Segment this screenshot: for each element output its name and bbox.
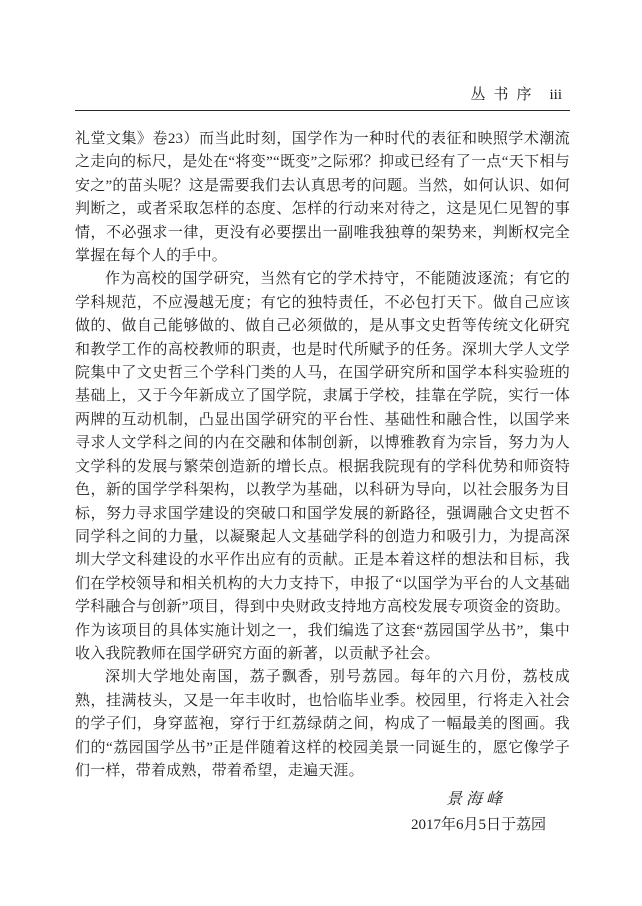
- page-header: [75, 87, 570, 104]
- header-rule: [75, 110, 570, 111]
- signature-block: [75, 787, 570, 838]
- author-signature: 景海峰: [445, 791, 506, 809]
- preface-paragraph: 深圳大学地处南国，荔子飘香，别号荔园。每年的六月份，荔枝成熟，挂满枝头，又是一年丰收时，也恰临毕业季。校园里，行将走入社会的学子们，身穿蓝袍，穿行于红荔绿荫之间，构成了一幅最美的图画。我们的“荔园国学丛书”正是伴随着这样的校园美景一同诞生的，愿它像学子们一样，带着成熟，带着希望，走遍天涯。: [75, 669, 570, 779]
- text-block: [75, 0, 570, 838]
- series-preface-title: 丛书序: [470, 87, 540, 103]
- preface-paragraph: 作为高校的国学研究，当然有它的学术持守，不能随波逐流；有它的学科规范，不应漫越无度；有它的独特责任，不必包打天下。做自己应该做的、做自己能够做的、做自己必须做的，是从事文史哲等传统文化研究和教学工作的高校教师的职责，也是时代所赋予的任务。深圳大学人文学院集中了文史哲三个学科门类的人马，在国学研究所和国学本科实验班的基础上，又于今年新成立了国学院，隶属于学校，挂靠在学院，实行一体两牌的互动机制，凸显出国学研究的平台性、基础性和融合性，以国学来寻求人文学科之间的内在交融和体制创新，以博雅教育为宗旨，努力为人文学科的发展与繁荣创造新的增长点。根据我院现有的学科优势和师资特色，新的国学学科架构，以教学为基础，以科研为导向，以社会服务为目标，努力寻求国学建设的突破口和国学发展的新路径，强调融合文史哲不同学科之间的力量，以凝聚起人文基础学科的创造力和吸引力，为提高深圳大学文科建设的水平作出应有的贡献。正是本着这样的想法和目标，我们在学校领导和相关机构的大力支持下，申报了“以国学为平台的人文基础学科融合与创新”项目，得到中央财政支持地方高校发展专项资金的资助。作为该项目的具体实施计划之一，我们编选了这套“荔园国学丛书”，集中收入我院教师在国学研究方面的新著，以贡献予社会。: [75, 271, 570, 662]
- preface-paragraph-continuation: 礼堂文集》卷23）而当此时刻，国学作为一种时代的表征和映照学术潮流之走向的标尺，是处在“将变”“既变”之际邪？抑或已经有了一点“天下相与安之”的苗头呢？这是需要我们去认真思考的问题。当然，如何认识、如何判断之，或者采取怎样的态度、怎样的行动来对待之，这是见仁见智的事情，不必强求一律，更没有必要摆出一副唯我独尊的架势来，判断权完全掌握在每个人的手中。: [75, 131, 570, 265]
- signature-date: 2017年6月5日于荔园: [410, 817, 546, 834]
- preface-body: [75, 128, 570, 783]
- page-number: iii: [549, 87, 562, 103]
